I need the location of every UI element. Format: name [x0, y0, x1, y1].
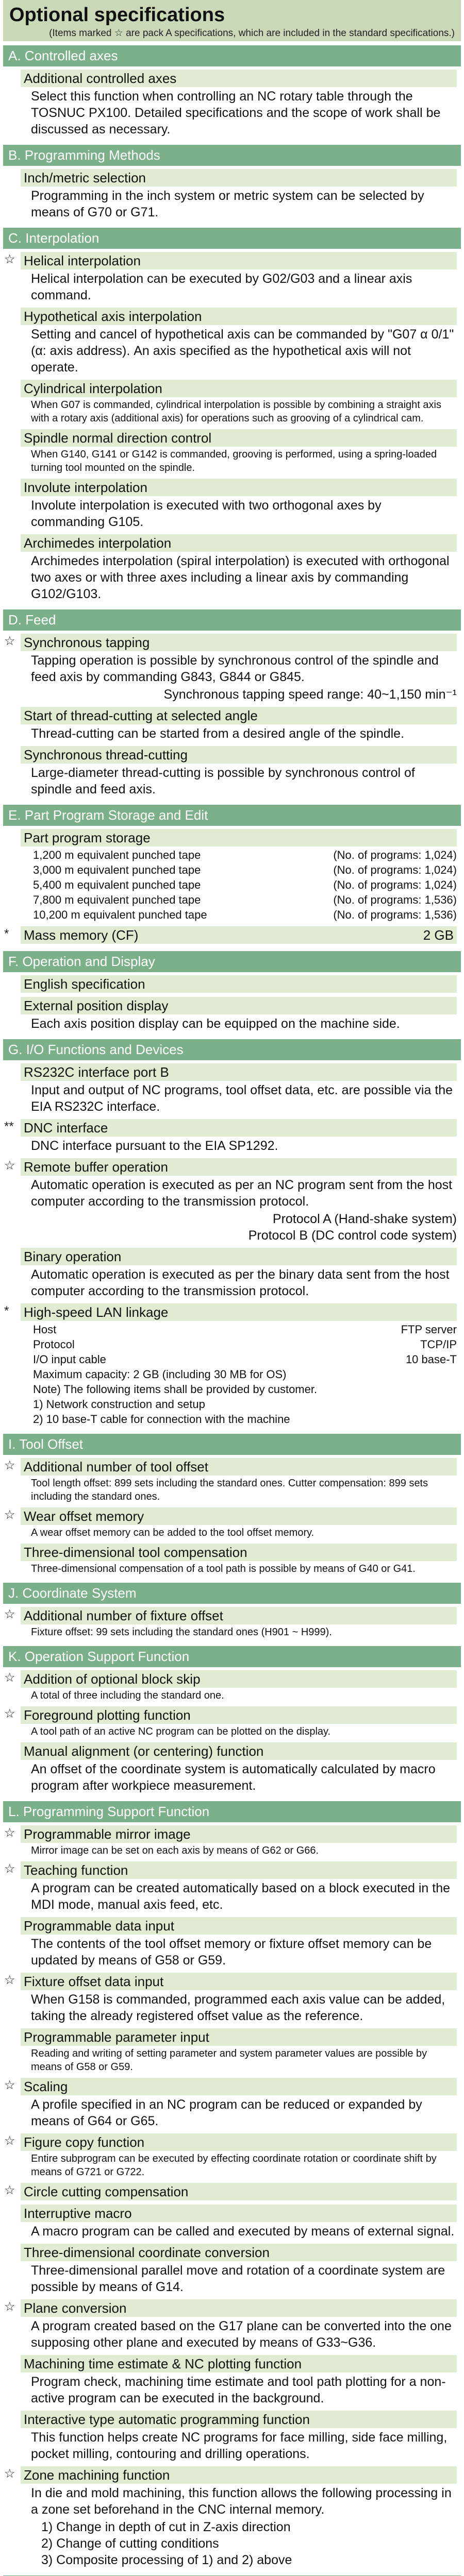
item-title-text: Hypothetical axis interpolation: [24, 309, 202, 324]
spec-item-programmable-parameter-input: [3, 2027, 461, 2077]
item-description: Program check, machining time estimate and tool path plotting for a non-active program can be executed in the background.: [31, 2375, 446, 2405]
item-title-text: Programmable parameter input: [24, 2029, 209, 2045]
row-value: (No. of programs: 1,536): [333, 893, 457, 906]
pack-a-star-icon: ☆: [4, 1508, 15, 1522]
row-value: (No. of programs: 1,024): [333, 849, 457, 861]
item-title-text: Interruptive macro: [24, 2206, 132, 2221]
item-description: Select this function when controlling an NC rotary table through the TOSNUC PX100. Detailed specifications and the scope of work shall be discussed as necessary.: [31, 89, 441, 137]
section-f-operation-and-display: [3, 951, 461, 1035]
section-a-controlled-axes: [3, 45, 461, 141]
section-header: E. Part Program Storage and Edit: [3, 805, 461, 826]
item-title: [21, 1507, 457, 1525]
spec-item-external-position-display: [3, 996, 461, 1035]
section-j-coordinate-system: [3, 1583, 461, 1642]
item-title: [21, 1742, 457, 1760]
spec-item-interruptive-macro: [3, 2204, 461, 2243]
item-title-text: Binary operation: [24, 1249, 122, 1264]
item-description: A program created based on the G17 plane can be converted into the one supposing other plane and executed by means of G33~G36.: [31, 2319, 452, 2350]
item-title-text: Scaling: [24, 2079, 68, 2094]
item-title-text: Archimedes interpolation: [24, 535, 172, 551]
spec-item-rs232c-interface-port-b: [3, 1062, 461, 1118]
item-title: [21, 2411, 457, 2428]
item-title: [21, 2355, 457, 2372]
row-value: 10 base-T: [405, 1353, 457, 1366]
pack-a-star-icon: ☆: [4, 1607, 15, 1621]
item-title-text: Interactive type automatic programming function: [24, 2412, 310, 2427]
item-description: A total of three including the standard one.: [31, 1690, 224, 1701]
pack-a-star-icon: ☆: [4, 2183, 15, 2197]
section-header: B. Programming Methods: [3, 145, 461, 166]
pack-a-star-icon: ☆: [4, 1159, 15, 1173]
item-description: Three-dimensional compensation of a tool path is possible by means of G40 or G41.: [31, 1563, 416, 1574]
item-title: [21, 2466, 457, 2484]
item-rows: [21, 1210, 457, 1244]
item-title-text: External position display: [24, 998, 169, 1013]
section-g-i-o-functions-and-devices: [3, 1039, 461, 1430]
row-value: Protocol A (Hand-shake system): [272, 1212, 457, 1226]
item-description: A profile specified in an NC program can be reduced or expanded by means of G64 or G65.: [31, 2097, 422, 2128]
item-title: [21, 975, 457, 993]
item-title: [21, 2133, 457, 2151]
item-title: [21, 1303, 457, 1321]
pack-a-star-icon: ☆: [4, 1459, 15, 1472]
item-title-text: Three-dimensional tool compensation: [24, 1545, 247, 1560]
item-title-text: Synchronous thread-cutting: [24, 747, 188, 762]
item-title-text: Teaching function: [24, 1862, 128, 1878]
item-title: [21, 308, 457, 325]
row-label: Protocol: [33, 1338, 75, 1351]
item-title: [21, 1861, 457, 1879]
item-title: [21, 997, 457, 1014]
item-title-text: Synchronous tapping: [24, 635, 150, 650]
item-title: [21, 2028, 457, 2046]
item-title-text: High-speed LAN linkage: [24, 1304, 169, 1320]
item-title-text: Programmable data input: [24, 1918, 174, 1934]
item-description: Three-dimensional parallel move and rotation of a coordinate system are possible by means of G14.: [31, 2263, 445, 2294]
pack-a-star-icon: ☆: [4, 2467, 15, 2481]
item-row: [33, 877, 457, 892]
item-title-text: Remote buffer operation: [24, 1159, 168, 1175]
item-title: [21, 1158, 457, 1176]
item-title: [21, 1825, 457, 1843]
spec-item-inch-metric-selection: [3, 168, 461, 224]
item-row: [33, 1352, 457, 1367]
section-l-programming-support-function: [3, 1801, 461, 2571]
item-title: [21, 2205, 457, 2222]
item-title-text: Manual alignment (or centering) function: [24, 1743, 264, 1759]
row-label: 5,400 m equivalent punched tape: [33, 878, 201, 891]
item-description: Input and output of NC programs, tool offset data, etc. are possible via the EIA RS232C interface.: [31, 1083, 453, 1114]
spec-item-additional-number-of-tool-offset: [3, 1457, 461, 1506]
item-description: This function helps create NC programs for face milling, side face milling, pocket milling, contouring and drilling operations.: [31, 2430, 448, 2461]
section-header: D. Feed: [3, 609, 461, 631]
section-header: A. Controlled axes: [3, 45, 461, 66]
item-row: [33, 1382, 457, 1397]
section-i-tool-offset: [3, 1434, 461, 1579]
item-rows: [21, 685, 457, 703]
spec-item-machining-time-estimate-nc-plotting-func: [3, 2354, 461, 2410]
row-label: Host: [33, 1323, 57, 1336]
spec-item-helical-interpolation: [3, 251, 461, 307]
spec-item-synchronous-tapping: [3, 633, 461, 706]
spec-item-english-specification: [3, 974, 461, 996]
item-description: Tapping operation is possible by synchronous control of the spindle and feed axis by commanding G843, G844 or G845.: [31, 653, 439, 684]
item-title: [21, 2183, 457, 2200]
item-title: [21, 2244, 457, 2261]
item-row: [33, 892, 457, 907]
item-row: [33, 862, 457, 877]
item-title-text: DNC interface: [24, 1120, 108, 1136]
row-value: FTP server: [401, 1323, 457, 1336]
item-title: [21, 707, 457, 724]
item-description: Automatic operation is executed as per an NC program sent from the host computer according to the transmission protocol.: [31, 1178, 453, 1209]
item-description: Setting and cancel of hypothetical axis can be commanded by "G07 α 0/1" (α: axis address). An axis specified as the hypothetical axis will not operate.: [31, 327, 454, 375]
item-rows: [21, 846, 457, 922]
spec-item-high-speed-lan-linkage: [3, 1302, 461, 1430]
item-rows: [21, 1321, 457, 1427]
item-title: [21, 1917, 457, 1935]
spec-sections: [3, 45, 461, 2576]
asterisk-mark: **: [4, 1120, 14, 1133]
row-value: (No. of programs: 1,024): [333, 863, 457, 876]
item-description: An offset of the coordinate system is automatically calculated by macro program after workpiece measurement.: [31, 1762, 436, 1793]
section-header: G. I/O Functions and Devices: [3, 1039, 461, 1060]
item-title: [21, 926, 457, 944]
item-title-text: Additional number of fixture offset: [24, 1608, 223, 1623]
item-title-text: Programmable mirror image: [24, 1826, 191, 1842]
item-title-text: Cylindrical interpolation: [24, 381, 162, 396]
item-description: DNC interface pursuant to the EIA SP1292.: [31, 1139, 278, 1153]
row-value: Synchronous tapping speed range: 40~1,150 min⁻¹: [163, 687, 457, 702]
item-title: [21, 479, 457, 496]
row-label: 2) 10 base-T cable for connection with the machine: [33, 1413, 290, 1426]
section-header: L. Programming Support Function: [3, 1801, 461, 1822]
row-value: Protocol B (DC control code system): [248, 1228, 457, 1243]
item-description: A program can be created automatically based on a block executed in the MDI mode, manual axis feed, etc.: [31, 1881, 451, 1912]
spec-item-mass-memory-cf: [3, 925, 461, 947]
item-title-text: Machining time estimate & NC plotting function: [24, 2356, 302, 2371]
item-title: [21, 1544, 457, 1561]
item-row: [33, 848, 457, 862]
item-title-text: Fixture offset data input: [24, 1974, 164, 1989]
item-title: [21, 1670, 457, 1688]
pack-a-star-icon: ☆: [4, 1973, 15, 1987]
item-description: Archimedes interpolation (spiral interpolation) is executed with orthogonal two axes or with three axes including a linear axis by commanding G102/G103.: [31, 554, 450, 601]
section-k-operation-support-function: [3, 1646, 461, 1797]
item-title: [21, 429, 457, 447]
sub-list-item: 1) Change in depth of cut in Z-axis direction: [41, 2520, 291, 2534]
item-description: Programming in the inch system or metric system can be selected by means of G70 or G71.: [31, 189, 424, 219]
spec-item-programmable-data-input: [3, 1916, 461, 1972]
pack-a-star-icon: ☆: [4, 1826, 15, 1840]
row-value: TCP/IP: [420, 1338, 457, 1351]
item-description: When G140, G141 or G142 is commanded, grooving is performed, using a spring-loaded turning tool mounted on the spindle.: [31, 449, 437, 473]
pack-a-star-icon: ☆: [4, 2134, 15, 2148]
item-row: [33, 1227, 457, 1244]
spec-item-teaching-function: [3, 1860, 461, 1916]
item-title: [21, 746, 457, 764]
item-description: Tool length offset: 899 sets including the standard ones. Cutter compensation: 899 sets including the standard ones.: [31, 1478, 428, 1502]
section-e-part-program-storage-and-edit: [3, 805, 461, 947]
item-title: [21, 1706, 457, 1724]
row-label: 3,000 m equivalent punched tape: [33, 863, 201, 876]
item-title: [21, 534, 457, 552]
item-title: [21, 634, 457, 651]
spec-item-spindle-normal-direction-control: [3, 428, 461, 478]
asterisk-mark: *: [4, 1304, 9, 1318]
item-title: [21, 2299, 457, 2317]
spec-item-part-program-storage: [3, 828, 461, 925]
spec-item-remote-buffer-operation: [3, 1157, 461, 1247]
spec-item-programmable-mirror-image: [3, 1824, 461, 1860]
section-c-interpolation: [3, 228, 461, 605]
item-title-text: Start of thread-cutting at selected angle: [24, 708, 258, 723]
item-title: [21, 1973, 457, 1990]
item-title-text: Circle cutting compensation: [24, 2184, 189, 2199]
spec-item-start-of-thread-cutting-at-selected-angl: [3, 706, 461, 745]
item-description: When G158 is commanded, programmed each axis value can be added, taking the already registered offset value as the reference.: [31, 1992, 445, 2023]
item-title-text: English specification: [24, 976, 145, 992]
spec-item-three-dimensional-coordinate-conversion: [3, 2243, 461, 2298]
item-description: Entire subprogram can be executed by effecting coordinate rotation or coordinate shift by means of G721 or G722.: [31, 2153, 437, 2178]
item-title-text: Spindle normal direction control: [24, 430, 212, 446]
spec-item-additional-controlled-axes: [3, 69, 461, 141]
pack-a-star-icon: ☆: [4, 634, 15, 648]
pack-a-star-icon: ☆: [4, 1862, 15, 1876]
item-title-text: Part program storage: [24, 830, 151, 845]
row-label: I/O input cable: [33, 1353, 106, 1366]
spec-item-binary-operation: [3, 1247, 461, 1302]
item-title-text: Mass memory (CF): [24, 927, 139, 943]
item-title: [21, 2078, 457, 2095]
item-description: Thread-cutting can be started from a desired angle of the spindle.: [31, 726, 405, 741]
item-title-text: Additional controlled axes: [24, 71, 177, 86]
asterisk-mark: *: [4, 927, 9, 941]
title-bar: [3, 0, 461, 41]
spec-item-addition-of-optional-block-skip: [3, 1669, 461, 1705]
item-title: [21, 1119, 457, 1137]
item-title: [21, 1063, 457, 1081]
section-header: C. Interpolation: [3, 228, 461, 249]
item-description: When G07 is commanded, cylindrical interpolation is possible by combining a straight axis with a rotary axis (additional axis) for operations such as grooving of a cylindrical cam.: [31, 399, 441, 424]
row-label: 1,200 m equivalent punched tape: [33, 849, 201, 861]
section-header: I. Tool Offset: [3, 1434, 461, 1455]
item-row: [33, 1337, 457, 1352]
row-value: (No. of programs: 1,536): [333, 908, 457, 921]
item-title: [21, 169, 457, 187]
item-title: [21, 70, 457, 87]
sub-list-item: 2) Change of cutting conditions: [41, 2536, 219, 2551]
item-title: [21, 1458, 457, 1476]
item-row: [33, 1397, 457, 1412]
item-row: [33, 686, 457, 703]
item-title: [21, 252, 457, 269]
pack-a-star-icon: ☆: [4, 252, 15, 266]
item-title: [21, 1607, 457, 1624]
item-title-text: Plane conversion: [24, 2300, 127, 2316]
item-description: In die and mold machining, this function allows the following processing in a zone set beforehand in the CNC internal memory.: [31, 2486, 452, 2517]
item-title-text: Wear offset memory: [24, 1509, 144, 1524]
section-b-programming-methods: [3, 145, 461, 224]
item-title: [21, 1248, 457, 1265]
row-label: Maximum capacity: 2 GB (including 30 MB for OS): [33, 1368, 287, 1381]
item-description: A tool path of an active NC program can be plotted on the display.: [31, 1726, 331, 1737]
row-value: (No. of programs: 1,024): [333, 878, 457, 891]
spec-item-wear-offset-memory: [3, 1506, 461, 1543]
section-header: J. Coordinate System: [3, 1583, 461, 1604]
item-title: [21, 829, 457, 846]
item-row: [33, 1367, 457, 1382]
pack-a-star-icon: ☆: [4, 1671, 15, 1685]
spec-item-cylindrical-interpolation: [3, 379, 461, 428]
item-title-text: Additional number of tool offset: [24, 1459, 208, 1475]
spec-item-plane-conversion: [3, 2298, 461, 2354]
spec-item-figure-copy-function: [3, 2132, 461, 2182]
spec-item-scaling: [3, 2077, 461, 2132]
spec-item-synchronous-thread-cutting: [3, 745, 461, 801]
spec-item-foreground-plotting-function: [3, 1705, 461, 1741]
item-title-text: Addition of optional block skip: [24, 1671, 201, 1687]
item-description: Large-diameter thread-cutting is possible by synchronous control of spindle and feed axis.: [31, 766, 415, 796]
spec-item-circle-cutting-compensation: [3, 2182, 461, 2204]
item-title-text: RS232C interface port B: [24, 1064, 169, 1080]
row-label: 7,800 m equivalent punched tape: [33, 893, 201, 906]
spec-item-manual-alignment-or-centering-function: [3, 1741, 461, 1797]
pack-a-star-icon: ☆: [4, 1707, 15, 1721]
spec-item-additional-number-of-fixture-offset: [3, 1606, 461, 1642]
item-title-text: Involute interpolation: [24, 480, 147, 495]
item-title-text: Figure copy function: [24, 2134, 145, 2150]
item-description: A wear offset memory can be added to the tool offset memory.: [31, 1527, 314, 1538]
page-title: Optional specifications: [9, 4, 225, 26]
item-title-text: Foreground plotting function: [24, 1707, 191, 1723]
spec-item-dnc-interface: [3, 1118, 461, 1157]
pack-a-star-icon: ☆: [4, 2300, 15, 2314]
spec-item-hypothetical-axis-interpolation: [3, 307, 461, 379]
row-label: Note) The following items shall be provided by customer.: [33, 1383, 318, 1396]
title-note: (Items marked ☆ are pack A specifications, which are included in the standard specifications.): [49, 28, 455, 39]
item-description: Mirror image can be set on each axis by means of G62 or G66.: [31, 1845, 319, 1856]
item-description: Fixture offset: 99 sets including the standard ones (H901 ~ H999).: [31, 1626, 332, 1638]
item-description: Involute interpolation is executed with two orthogonal axes by commanding G105.: [31, 498, 382, 529]
spec-item-archimedes-interpolation: [3, 533, 461, 605]
item-description: A macro program can be called and executed by means of external signal.: [31, 2224, 455, 2239]
spec-item-three-dimensional-tool-compensation: [3, 1543, 461, 1579]
section-d-feed: [3, 609, 461, 801]
section-header: K. Operation Support Function: [3, 1646, 461, 1667]
sub-list-item: 3) Composite processing of 1) and 2) above: [41, 2553, 292, 2567]
item-value: 2 GB: [423, 927, 454, 943]
item-description: Automatic operation is executed as per the binary data sent from the host computer according to the transmission protocol.: [31, 1267, 450, 1298]
item-title-text: Inch/metric selection: [24, 170, 146, 185]
item-sub-list: [21, 2518, 457, 2568]
item-description: The contents of the tool offset memory or fixture offset memory can be updated by means of G58 or G59.: [31, 1937, 432, 1968]
spec-item-zone-machining-function: [3, 2465, 461, 2571]
item-row: [33, 1211, 457, 1227]
row-label: 10,200 m equivalent punched tape: [33, 908, 207, 921]
item-title-text: Zone machining function: [24, 2467, 170, 2483]
spec-item-involute-interpolation: [3, 478, 461, 533]
item-description: Helical interpolation can be executed by G02/G03 and a linear axis command.: [31, 272, 412, 302]
spec-item-fixture-offset-data-input: [3, 1972, 461, 2027]
section-header: F. Operation and Display: [3, 951, 461, 972]
item-description: Each axis position display can be equipped on the machine side.: [31, 1016, 400, 1031]
item-row: [33, 1412, 457, 1427]
item-title-text: Helical interpolation: [24, 253, 141, 268]
item-description: Reading and writing of setting parameter and system parameter values are possible by means of G58 or G59.: [31, 2048, 427, 2073]
spec-item-interactive-type-automatic-programming-f: [3, 2410, 461, 2465]
item-row: [33, 907, 457, 922]
pack-a-star-icon: ☆: [4, 2078, 15, 2092]
item-row: [33, 1322, 457, 1337]
row-label: 1) Network construction and setup: [33, 1398, 205, 1411]
item-title: [21, 380, 457, 397]
item-title-text: Three-dimensional coordinate conversion: [24, 2245, 270, 2260]
